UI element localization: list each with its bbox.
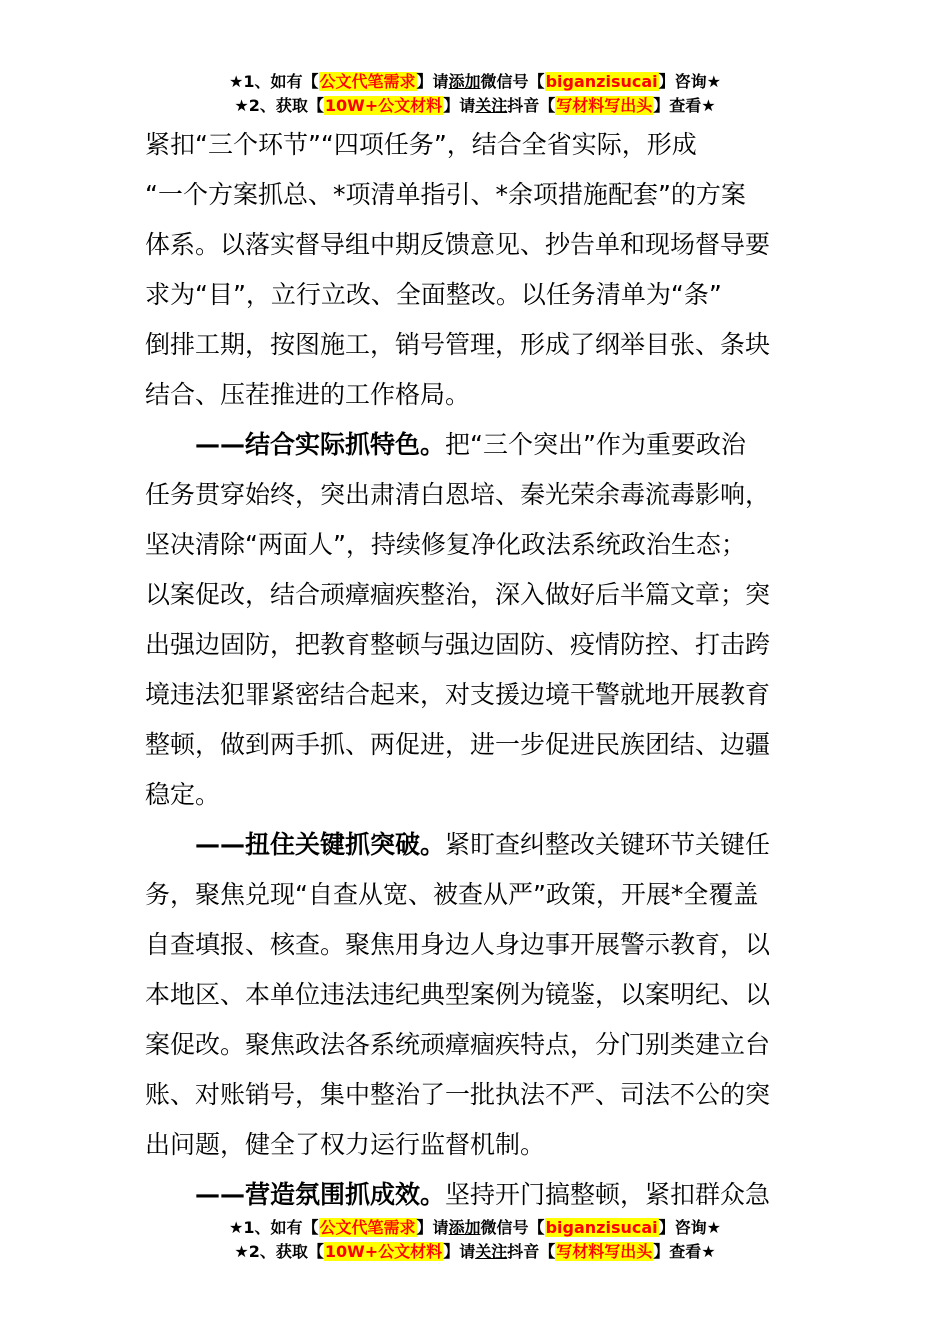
highlight-materials: 10W+公文材料: [324, 96, 443, 115]
section-lead: ——结合实际抓特色。: [195, 430, 446, 459]
text-line: 案促改。聚焦政法各系统顽瘴痼疾特点，分门别类建立台: [145, 1030, 771, 1059]
highlight-materials: 10W+公文材料: [324, 1242, 443, 1261]
text-line: 体系。以落实督导组中期反馈意见、抄告单和现场督导要: [145, 230, 771, 259]
highlight-douyin: 写材料写出头: [556, 1242, 653, 1261]
paragraph-1: [145, 120, 810, 420]
highlight-douyin: 写材料写出头: [556, 96, 653, 115]
text-line: 坚决清除“两面人”，持续修复净化政法系统政治生态；: [145, 530, 746, 559]
text-line: “一个方案抓总、*项清单指引、*余项措施配套”的方案: [145, 180, 746, 209]
text-line: 任务贯穿始终，突出肃清白恩培、秦光荣余毒流毒影响，: [145, 480, 771, 509]
section-lead: ——扭住关键抓突破。: [195, 830, 446, 859]
text-line: 倒排工期，按图施工，销号管理，形成了纲举目张、条块: [145, 330, 771, 359]
text-line: 账、对账销号，集中整治了一批执法不严、司法不公的突: [145, 1080, 771, 1109]
text-line: ——结合实际抓特色。把“三个突出”作为重要政治: [195, 430, 746, 459]
text-line: ——营造氛围抓成效。坚持开门搞整顿，紧扣群众急: [195, 1180, 771, 1209]
text-line: 整顿，做到两手抓、两促进，进一步促进民族团结、边疆: [145, 730, 771, 759]
banner-line-1: ★1、如有【公文代笔需求】请添加微信号【biganzisucai】咨询★: [229, 1218, 721, 1237]
document-body: [145, 120, 810, 1220]
text-line: 出强边固防，把教育整顿与强边固防、疫情防控、打击跨: [145, 630, 771, 659]
banner-line-1: ★1、如有【公文代笔需求】请添加微信号【biganzisucai】咨询★: [229, 72, 721, 91]
paragraph-3: [145, 820, 810, 1170]
banner-line-2: ★2、获取【10W+公文材料】请关注抖音【写材料写出头】查看★: [234, 1242, 716, 1261]
text-line: 结合、压茬推进的工作格局。: [145, 380, 471, 409]
highlight-service: 公文代笔需求: [319, 72, 416, 91]
paragraph-2: [145, 420, 810, 820]
highlight-wechat-id: biganzisucai: [545, 72, 658, 91]
text-line: 自查填报、核查。聚焦用身边人身边事开展警示教育，以: [145, 930, 771, 959]
section-lead: ——营造氛围抓成效。: [195, 1180, 446, 1209]
text-line: 出问题，健全了权力运行监督机制。: [145, 1130, 546, 1159]
text-line: 稳定。: [145, 780, 221, 809]
text-line: 务，聚焦兑现“自查从宽、被查从严”政策，开展*全覆盖: [145, 880, 759, 909]
paragraph-4: [145, 1170, 810, 1220]
text-line: 本地区、本单位违法违纪典型案例为镜鉴，以案明纪、以: [145, 980, 771, 1009]
text-line: 以案促改，结合顽瘴痼疾整治，深入做好后半篇文章；突: [145, 580, 771, 609]
header-banner: [0, 70, 950, 118]
banner-line-2: ★2、获取【10W+公文材料】请关注抖音【写材料写出头】查看★: [234, 96, 716, 115]
highlight-wechat-id: biganzisucai: [545, 1218, 658, 1237]
footer-banner: [0, 1216, 950, 1264]
text-line: ——扭住关键抓突破。紧盯查纠整改关键环节关键任: [195, 830, 771, 859]
highlight-service: 公文代笔需求: [319, 1218, 416, 1237]
text-line: 求为“目”，立行立改、全面整改。以任务清单为“条”: [145, 280, 722, 309]
text-line: 境违法犯罪紧密结合起来，对支援边境干警就地开展教育: [145, 680, 771, 709]
text-line: 紧扣“三个环节”“四项任务”，结合全省实际，形成: [145, 130, 697, 159]
